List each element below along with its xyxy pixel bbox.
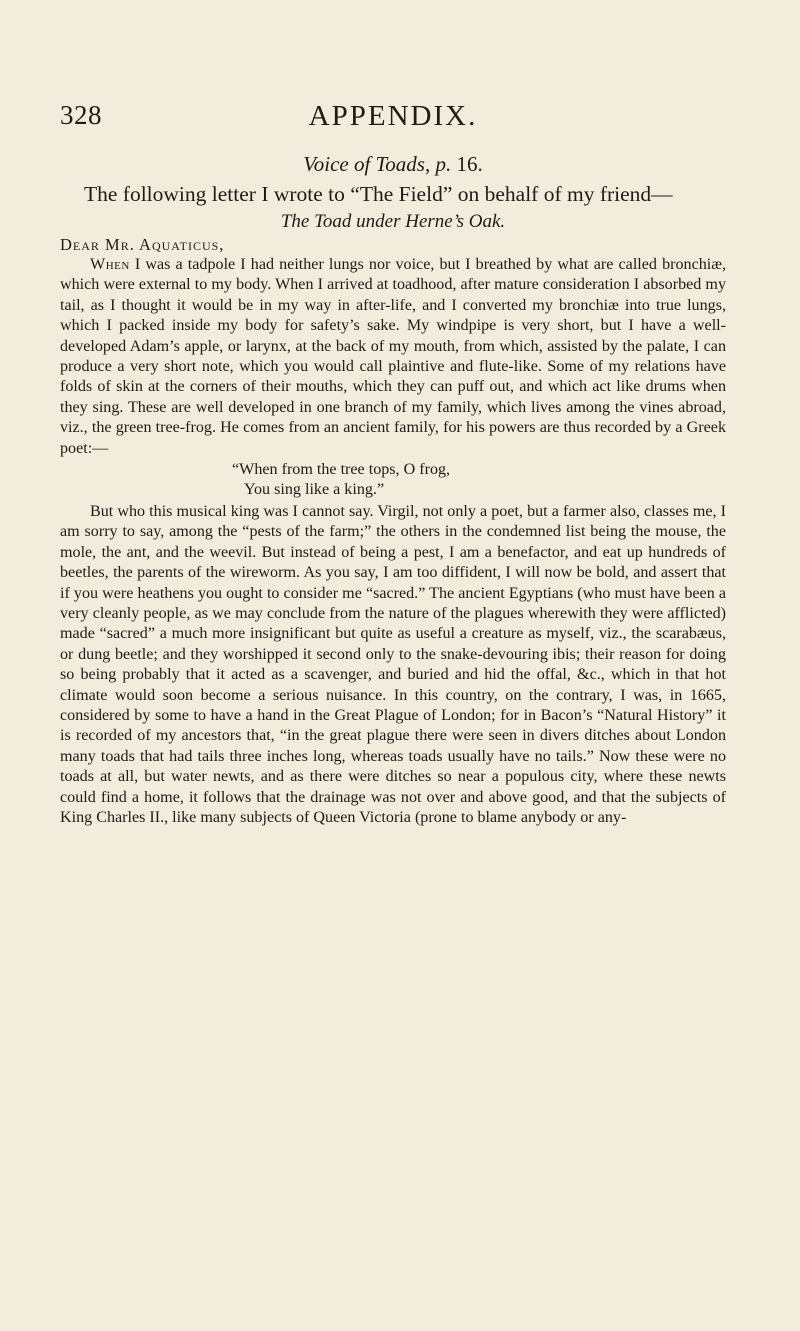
page-header (60, 100, 726, 140)
page-number: 328 (60, 100, 102, 130)
paragraph-1 (60, 255, 726, 459)
source-reference (60, 152, 726, 177)
paragraph-1-text: I was a tadpole I had neither lungs nor voice, but I breathed by what are called bronchiæ, which were external to my body. When I arrived at toadhood, after mature consideration I absorbed my tail, as I thought it would be in my way in after-life, and I converted my bronchiæ into true lungs, which I packed inside my body for safety’s sake. My windpipe is very short, but I have a well-developed Adam’s apple, or larynx, at the back of my mouth, from which, assisted by the palate, I can produce a very short note, which you would call plaintive and flute-like. Some of my relations have folds of skin at the corners of their mouths, which they can puff out, and which act like drums when they sing. These are well developed in one branch of my family, which lives among the vines abroad, viz., the green tree-frog. He comes from an ancient family, for his powers are thus recorded by a Greek poet:— (60, 256, 726, 457)
paragraph-2: But who this musical king was I cannot say. Virgil, not only a poet, but a farmer also, classes me, I am sorry to say, among the “pests of the farm;” the others in the condemned list being the mouse, the mole, the ant, and the weevil. But instead of being a pest, I am a benefactor, and eat up hundreds of beetles, the parents of the wireworm. As you say, I am too diffident, I will now be bold, and assert that if you were heathens you ought to consider me “sacred.” The ancient Egyptians (who must have been a very cleanly people, as we may conclude from the nature of the plagues wherewith they were afflicted) made “sacred” a much more insignificant but quite as useful a creature as myself, viz., the scarabæus, or dung beetle; and they worshipped it second only to the snake-devouring ibis; their reason for doing so being probably that it acted as a scavenger, and buried and hid the offal, &c., which in that hot climate would soon become a serious nuisance. In this country, on the contrary, I was, in 1665, considered by some to have a hand in the Great Plague of London; for in Bacon’s “Natural History” it is recorded of my ancestors that, “in the great plague there were seen in divers ditches about London many toads that had tails three inches long, whereas toads usually have no tails.” Now these were no toads at all, but water newts, and as there were ditches so near a populous city, where these newts could find a home, it follows that the drainage was not over and above good, and that the subjects of King Charles II., like many subjects of Queen Victoria (prone to blame anybody or any- (60, 502, 726, 826)
verse-quote (60, 460, 726, 501)
page-body (60, 152, 726, 828)
letter-title: The Toad under Herne’s Oak. (280, 211, 506, 232)
verse-line-2: You sing like a king.” (244, 481, 385, 499)
source-page: 16. (456, 152, 483, 176)
intro-text: The following letter I wrote to “The Field” on behalf of my friend— (84, 182, 673, 206)
running-head: APPENDIX. (308, 100, 478, 132)
paragraph-1-lead: When (90, 256, 130, 273)
source-title: Voice of Toads, p. (303, 152, 452, 176)
verse-line-1: “When from the tree tops, O frog, (232, 461, 451, 479)
salutation: Dear Mr. Aquaticus, (60, 235, 225, 254)
